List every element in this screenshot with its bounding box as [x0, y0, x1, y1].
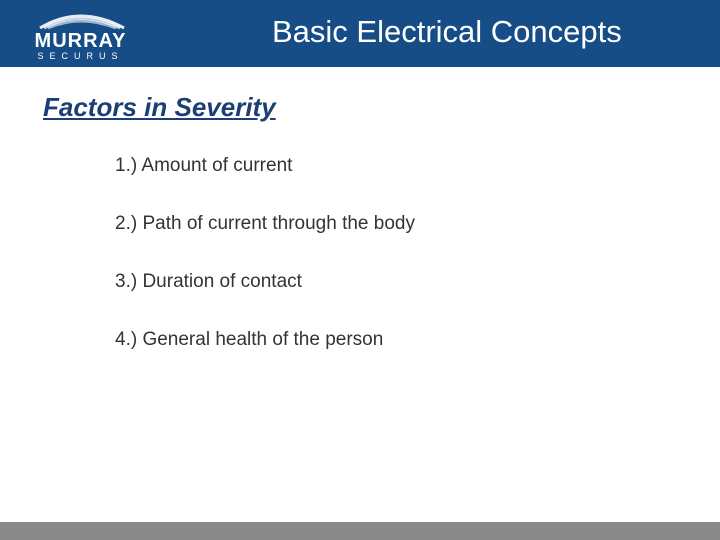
slide-title: Basic Electrical Concepts	[272, 14, 622, 49]
factor-list	[115, 155, 415, 387]
murray-securus-logo	[18, 4, 143, 64]
logo-tagline: SECURUS	[37, 51, 124, 61]
logo-wordmark: MURRAY	[34, 30, 127, 52]
list-item: 1.) Amount of current	[115, 155, 293, 176]
footer-bar	[0, 522, 720, 540]
header-bar	[0, 0, 720, 67]
section-heading: Factors in Severity	[43, 92, 276, 122]
list-item: 2.) Path of current through the body	[115, 213, 415, 234]
list-item: 3.) Duration of contact	[115, 271, 302, 292]
list-item: 4.) General health of the person	[115, 329, 384, 350]
